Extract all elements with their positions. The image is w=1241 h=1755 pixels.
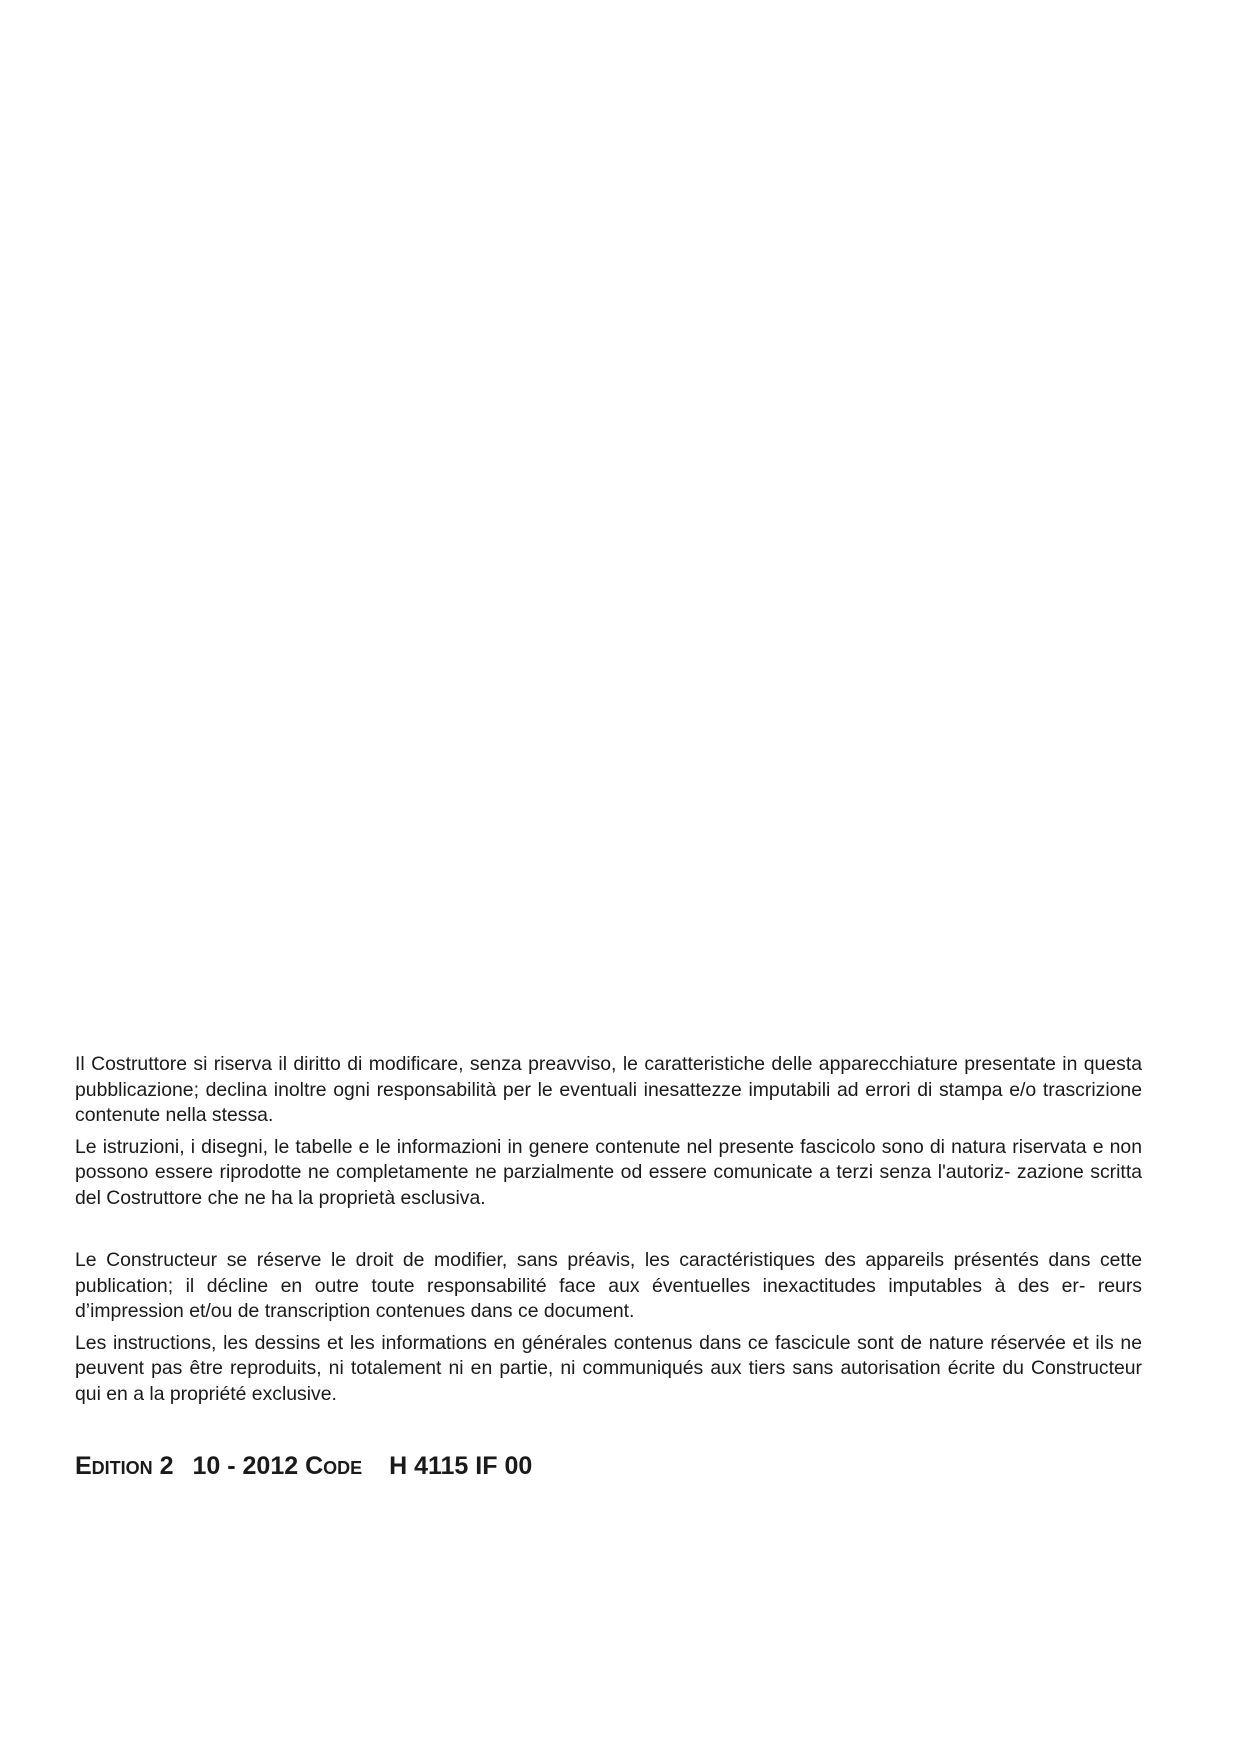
edition-label: Edition xyxy=(75,1452,153,1480)
edition-code-line xyxy=(75,1452,532,1481)
italian-paragraph-modification-rights: Il Costruttore si riserva il diritto di modificare, senza preavviso, le caratteristiche delle apparecchiature presentate in questa pubblicazione; declina inoltre ogni responsabilità per le eventuali inesattezze imputabili ad errori di stampa e/o trascrizione contenute nella stessa. xyxy=(75,1053,1142,1126)
code-value: H 4115 IF 00 xyxy=(389,1452,533,1480)
french-paragraph-modification-rights: Le Constructeur se réserve le droit de modifier, sans préavis, les caractéristiques des appareils présentés dans cette publication; il décline en outre toute responsabilité face aux éventuelles inexactitudes imputables à des er- reurs d’impression et/ou de transcription contenues dans ce document. xyxy=(75,1249,1142,1322)
edition-date: 10 - 2012 xyxy=(192,1452,299,1480)
italian-paragraph-confidentiality: Le istruzioni, i disegni, le tabelle e le informazioni in genere contenute nel presente fascicolo sono di natura riservata e non possono essere riprodotte ne completamente ne parzialmente od essere comunicate a terzi senza l'autoriz- zazione scritta del Costruttore che ne ha la proprietà esclusiva. xyxy=(75,1135,1142,1209)
french-disclaimer xyxy=(75,1248,1142,1413)
edition-number: 2 xyxy=(159,1452,174,1480)
italian-disclaimer xyxy=(75,1052,1142,1217)
french-paragraph-confidentiality: Les instructions, les dessins et les informations en générales contenus dans ce fascicule sont de nature réservée et ils ne peuvent pas être reproduits, ni totalement ni en partie, ni communiqués aux tiers sans autorisation écrite du Constructeur qui en a la propriété exclusive. xyxy=(75,1331,1142,1405)
code-label: Code xyxy=(305,1452,363,1480)
